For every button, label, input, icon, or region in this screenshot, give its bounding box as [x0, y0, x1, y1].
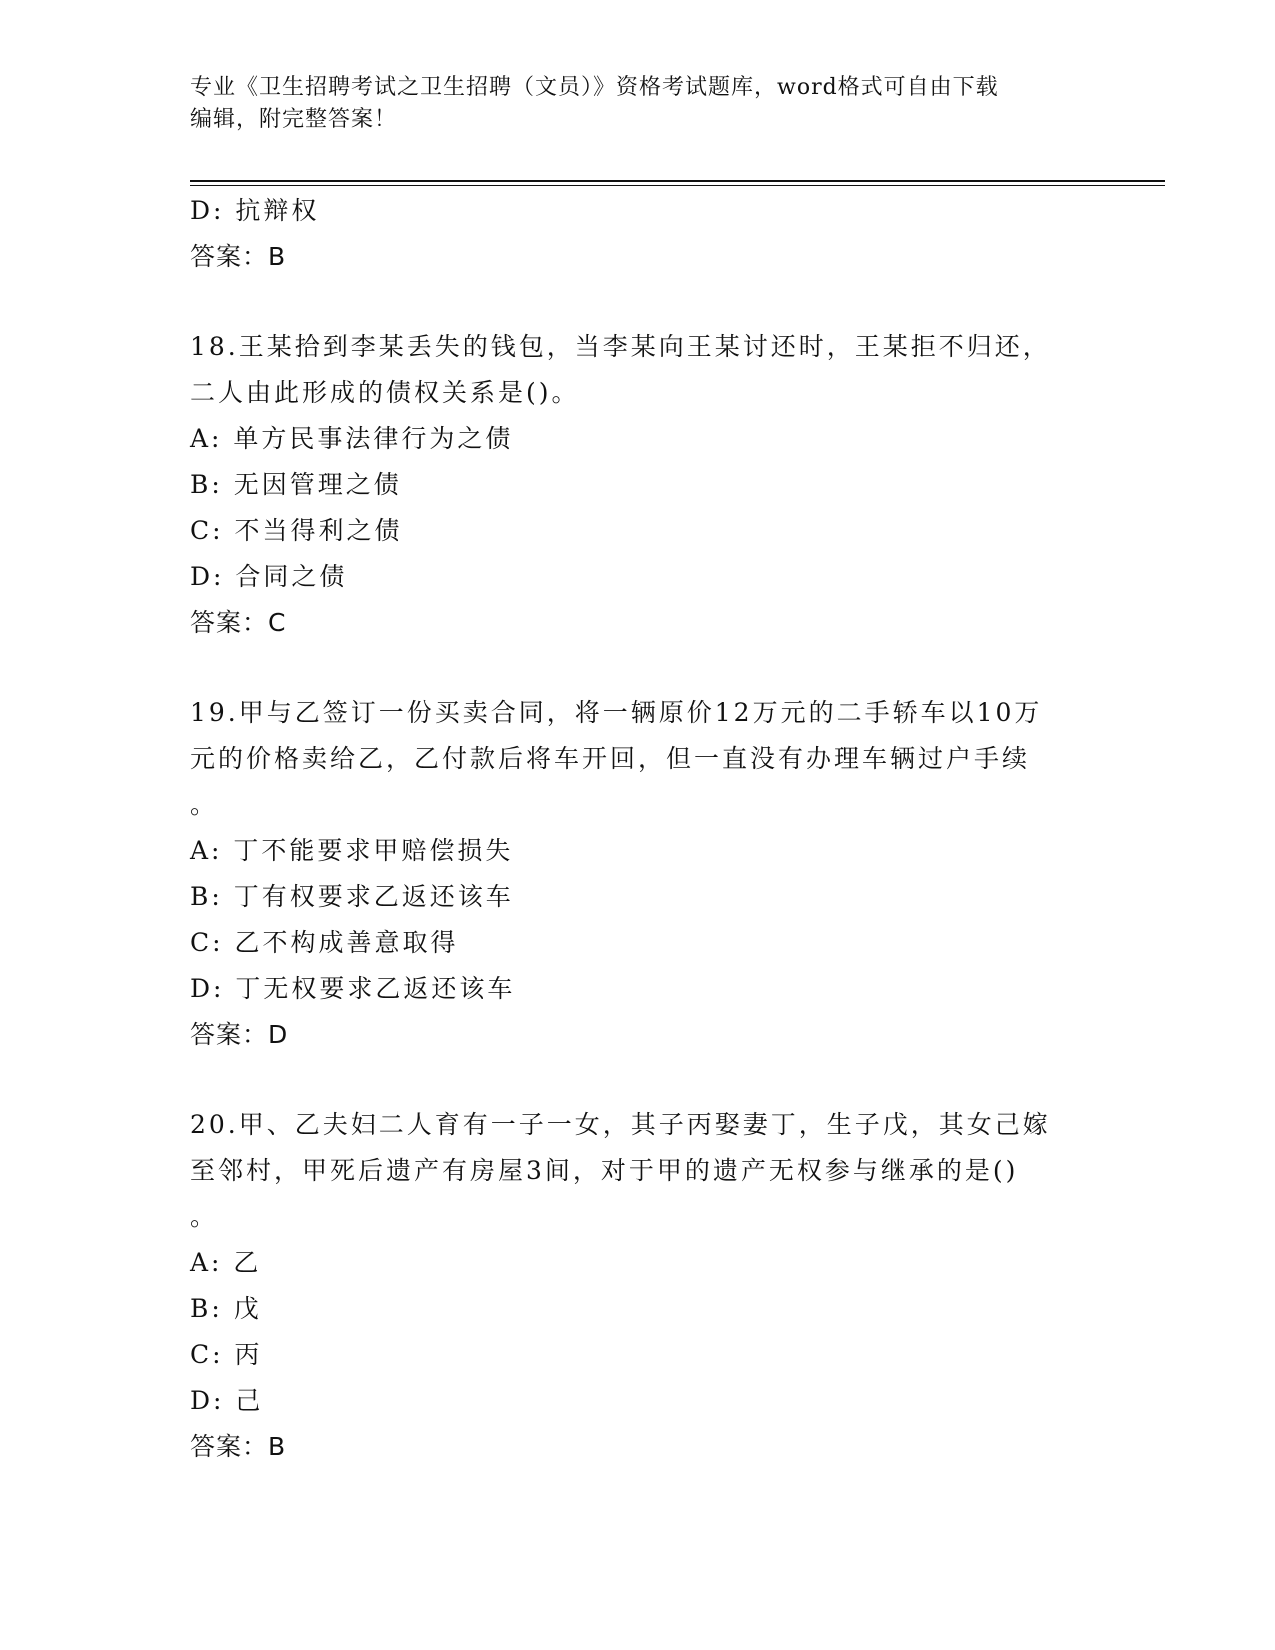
answer: 答案：B	[190, 1432, 287, 1461]
answer: 答案：D	[190, 1020, 289, 1049]
question-text-line: 19.甲与乙签订一份买卖合同，将一辆原价12万元的二手轿车以10万	[190, 698, 1043, 727]
option-a: A: 单方民事法律行为之债	[190, 424, 514, 453]
header-line-2: 编辑，附完整答案！	[190, 107, 398, 132]
question-text-line: 二人由此形成的债权关系是()。	[190, 378, 580, 407]
question-text-line: 18.王某拾到李某丢失的钱包，当李某向王某讨还时，王某拒不归还，	[190, 332, 1051, 361]
option-d: D: 丁无权要求乙返还该车	[190, 974, 516, 1003]
question-text-line: 至邻村，甲死后遗产有房屋3间，对于甲的遗产无权参与继承的是()	[190, 1156, 1019, 1185]
page-header	[190, 72, 1090, 136]
header-line-1: 专业《卫生招聘考试之卫生招聘（文员）》资格考试题库，word格式可自由下载	[190, 75, 999, 100]
question-text-line: 元的价格卖给乙，乙付款后将车开回，但一直没有办理车辆过户手续	[190, 744, 1031, 773]
spacer	[190, 1058, 1090, 1102]
option-a: A: 乙	[190, 1248, 262, 1277]
option-b: B: 丁有权要求乙返还该车	[190, 882, 514, 911]
question-19	[190, 690, 1090, 1058]
question-list	[190, 188, 1090, 1470]
spacer	[190, 646, 1090, 690]
option-c: C: 不当得利之债	[190, 516, 403, 545]
question-text-line: 20.甲、乙夫妇二人育有一子一女，其子丙娶妻丁，生子戊，其女己嫁	[190, 1110, 1051, 1139]
question-text-line: 。	[190, 1202, 219, 1231]
option-c: C: 丙	[190, 1340, 263, 1369]
option-d: D: 己	[190, 1386, 264, 1415]
option-d: D: 合同之债	[190, 562, 348, 591]
previous-question-tail	[190, 188, 1090, 280]
question-20	[190, 1102, 1090, 1470]
answer: 答案：B	[190, 242, 287, 271]
option-d: D: 抗辩权	[190, 196, 320, 225]
question-text-line: 。	[190, 790, 219, 819]
option-c: C: 乙不构成善意取得	[190, 928, 459, 957]
header-divider	[190, 180, 1165, 186]
spacer	[190, 280, 1090, 324]
answer: 答案：C	[190, 608, 287, 637]
question-18	[190, 324, 1090, 646]
option-a: A: 丁不能要求甲赔偿损失	[190, 836, 514, 865]
option-b: B: 戊	[190, 1294, 262, 1323]
option-b: B: 无因管理之债	[190, 470, 402, 499]
